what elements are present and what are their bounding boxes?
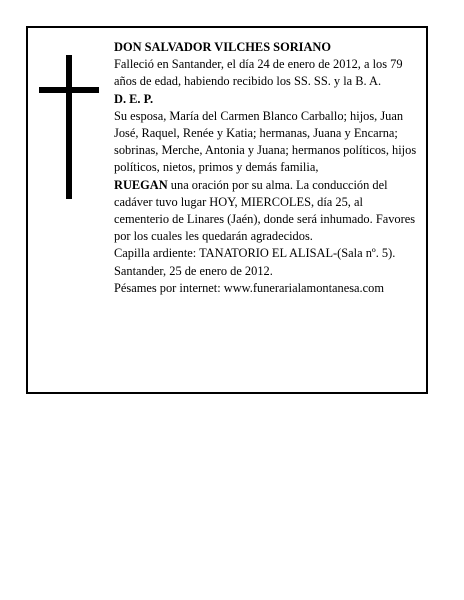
chapel-info: Capilla ardiente: TANATORIO EL ALISAL-(Sala nº. 5). [114,246,396,261]
cross-horizontal-bar [39,87,99,93]
death-details: Falleció en Santander, el día 24 de enero de 2012, a los 79 años de edad, habiendo recibido los SS. SS. y la B. A. [114,57,403,89]
family-list: Su esposa, María del Carmen Blanco Carballo; hijos, Juan José, Raquel, Renée y Katia; hermanas, Juana y Encarna; sobrinas, Merche, Antonia y Juana; hermanos políticos, hijos políticos, nietos, primos y demás familia, [114,108,417,175]
condolences-line: Pésames por internet: www.funerarialamontanesa.com [114,280,384,295]
cross-icon [39,55,99,199]
obituary-notice [26,26,428,394]
ruegan-word: RUEGAN [114,177,168,192]
request-text: una oración por su alma. La conducción del cadáver tuvo lugar HOY, MIERCOLES, día 25, al cementerio de Linares (Jaén), donde será inhumado. Favores por los cuales les quedarán agradecidos. [114,177,416,244]
notice-text [114,39,420,297]
request-paragraph [114,177,420,246]
rip-line: D. E. P. [114,91,154,106]
deceased-name: DON SALVADOR VILCHES SORIANO [114,40,332,54]
place-date: Santander, 25 de enero de 2012. [114,263,273,278]
cross-vertical-bar [66,55,72,199]
